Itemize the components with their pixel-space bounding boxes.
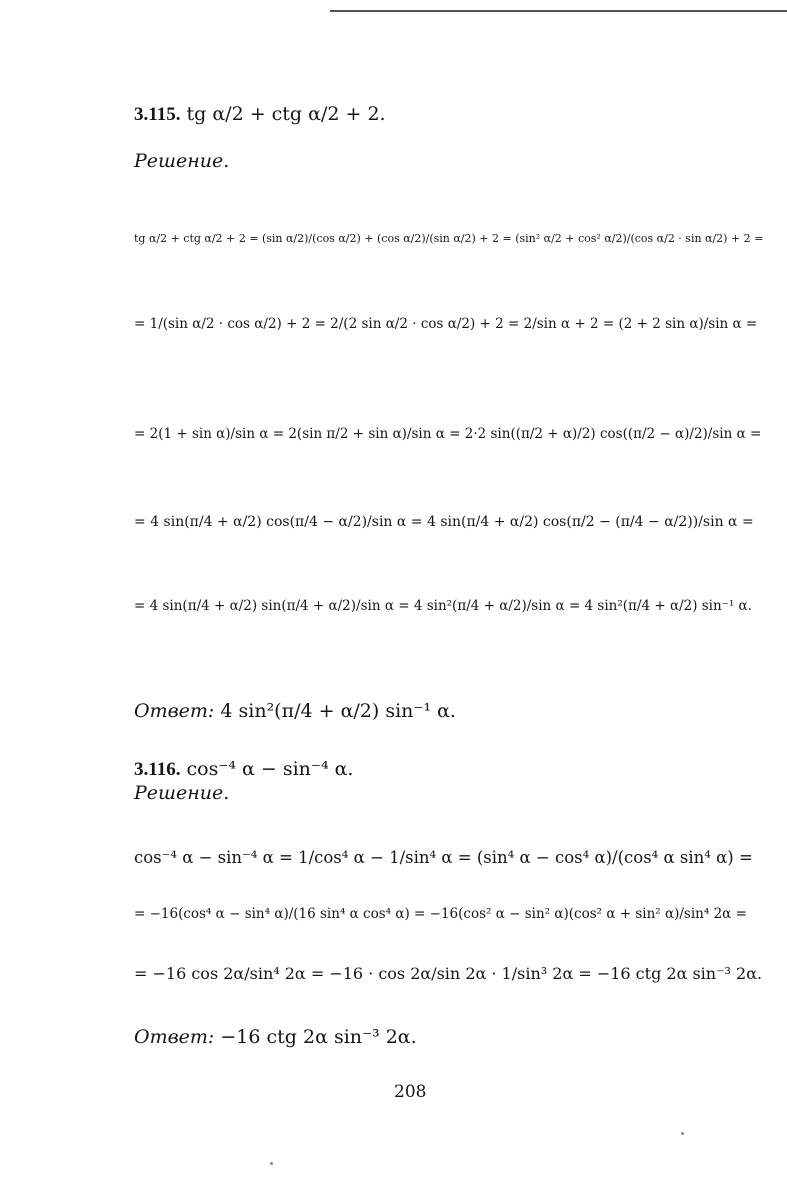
problem-3-116-heading [134, 758, 353, 781]
problem-number: 3.115. [134, 104, 181, 125]
top-rule [330, 10, 787, 12]
solution-label: Решение. [134, 782, 230, 804]
scan-speck [270, 1162, 273, 1165]
solution-step-4: = 4 sin(π/4 + α/2) cos(π/4 − α/2)/sin α = 4 sin(π/4 + α/2) cos(π/2 − (π/4 − α/2))/sin α = [134, 514, 754, 530]
answer-3-115 [134, 700, 456, 722]
solution-step-5: = 4 sin(π/4 + α/2) sin(π/4 + α/2)/sin α = 4 sin²(π/4 + α/2)/sin α = 4 sin²(π/4 + α/2) sin⁻¹ α. [134, 598, 752, 614]
problem-3-115-heading [134, 103, 386, 126]
solution-label: Решение. [134, 150, 230, 172]
solution-step-3: = 2(1 + sin α)/sin α = 2(sin π/2 + sin α)/sin α = 2·2 sin((π/2 + α)/2) cos((π/2 − α)/2)/sin α = [134, 426, 762, 442]
answer-3-116 [134, 1026, 417, 1048]
page-number: 208 [394, 1082, 427, 1102]
problem-expression: tg α/2 + ctg α/2 + 2. [186, 103, 386, 125]
solution-step-2: = −16(cos⁴ α − sin⁴ α)/(16 sin⁴ α cos⁴ α) = −16(cos² α − sin² α)(cos² α + sin² α)/sin⁴ 2α = [134, 906, 747, 922]
solution-step-2: = 1/(sin α/2 · cos α/2) + 2 = 2/(2 sin α/2 · cos α/2) + 2 = 2/sin α + 2 = (2 + 2 sin α)/sin α = [134, 316, 758, 332]
solution-step-1: cos⁻⁴ α − sin⁻⁴ α = 1/cos⁴ α − 1/sin⁴ α = (sin⁴ α − cos⁴ α)/(cos⁴ α sin⁴ α) = [134, 848, 753, 867]
solution-step-1: tg α/2 + ctg α/2 + 2 = (sin α/2)/(cos α/2) + (cos α/2)/(sin α/2) + 2 = (sin² α/2 + cos² α/2)/(cos α/2 · sin α/2) + 2 = [134, 232, 764, 245]
problem-expression: cos⁻⁴ α − sin⁻⁴ α. [186, 758, 354, 780]
answer-label: Ответ: [134, 1026, 215, 1048]
solution-step-3: = −16 cos 2α/sin⁴ 2α = −16 · cos 2α/sin 2α · 1/sin³ 2α = −16 ctg 2α sin⁻³ 2α. [134, 964, 763, 983]
problem-number: 3.116. [134, 759, 181, 780]
answer-value: −16 ctg 2α sin⁻³ 2α. [220, 1026, 417, 1048]
scan-speck [681, 1132, 684, 1135]
answer-label: Ответ: [134, 700, 215, 722]
answer-value: 4 sin²(π/4 + α/2) sin⁻¹ α. [220, 700, 456, 722]
